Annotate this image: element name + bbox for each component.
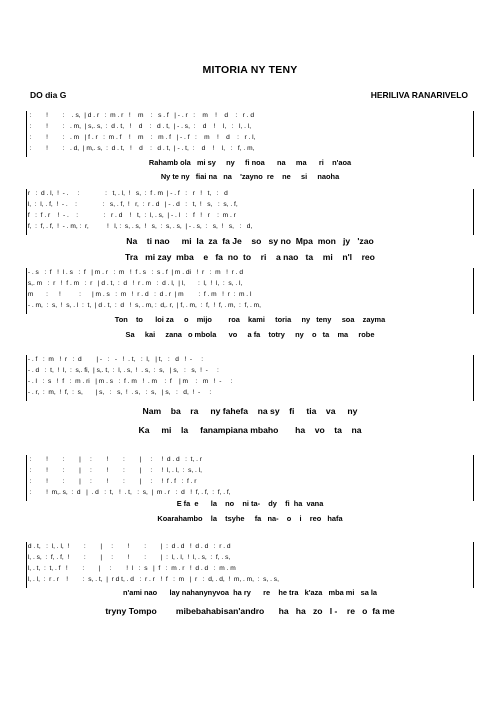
soprano-line: : ! : | : ! : | : ! d . d : t, . r bbox=[26, 456, 202, 463]
music-system-6 bbox=[26, 542, 474, 637]
tenor-line: : ! : | : ! : | : ! f . f : f . r bbox=[26, 478, 197, 485]
alto-line: - . d : t, ! l, : s,. fi, | s,. t, : l, . s, ! . s, : s, | s, : s, ! - : bbox=[26, 367, 219, 374]
bass-line: : ! m,. s, : d | . d : t, ! . t, : s, | m . r : d ! f, . f, : f, . f, bbox=[26, 489, 231, 496]
lyric-line-1: Na ti nao mi la za fa Je so sy no Mpa mon jy 'zao bbox=[126, 236, 374, 246]
music-system-5 bbox=[26, 455, 474, 525]
tenor-line: - . l : s ! f : m . ri | m . s : f . m ! . m : f | m : m ! - : bbox=[26, 378, 233, 385]
song-title: MITORIA NY TENY bbox=[202, 64, 298, 76]
lyric-line-2: Ny te ny fiai na na 'zayno re ne si naoha bbox=[160, 172, 340, 181]
lyric-line-1: n'ami nao lay nahanynyvoa ha ry re he tra k'aza mba mi sa la bbox=[122, 588, 378, 597]
bass-line: - . m, : s, ! s, . l : t, | d . t, : d ! s, . m, : d,. r, | f, . m, : f, ! f, . m, : f, . m, bbox=[26, 302, 261, 309]
music-system-4 bbox=[26, 355, 474, 440]
alto-line: l, : l, . f, ! - . : : s, . f, ! r, : r . d | - . d : t, ! s, : s, . f, bbox=[26, 201, 238, 208]
lyric-line-2: Ka mi la fanampiana mbaho ha vo ta na bbox=[138, 425, 362, 435]
alto-line: s,. m : r ! f . m : r | d . t, : d ! r . m : d . l, | l, : l, ! l, : s, . l, bbox=[26, 280, 243, 287]
tenor-line: : ! : . m | f . r : m . f ! m : m . f | - . f : m ! d : r . l, bbox=[26, 134, 256, 141]
soprano-line: - . s : f ! l . s : f | m . r : m ! f . s : s . f | m . di ! r : m ! r . d bbox=[26, 269, 244, 276]
lyric-line-2: Koarahambo la tsyhe fa na- o i reo hafa bbox=[157, 514, 343, 523]
bass-line: - . r, : m, ! f, : s, | s, : s, ! . s, : s, | s, : d, ! - : bbox=[26, 389, 212, 396]
soprano-line: d . t, : l, . l, ! : | : ! : | : d . d ! d . d : r . d bbox=[26, 543, 231, 550]
lyric-line-1: Nam ba ra ny fahefa na sy fi tia va ny bbox=[142, 406, 358, 416]
alto-line: : ! : | : ! : | : ! l, . l, : s, . l, bbox=[26, 467, 202, 474]
lyric-line-1: Ton to loi za o mijo roa kami toria ny teny soa zayma bbox=[114, 315, 386, 324]
tenor-line: m : ! : | m . s : m ! r . d : d . r | m : f . m ! r : m . l bbox=[26, 291, 252, 298]
composer-name: HERILIVA RANARIVELO bbox=[370, 90, 468, 100]
soprano-line: : ! : . s, | d . r : m . r ! m : s . f | - . r : m ! d : r . d bbox=[26, 112, 255, 119]
music-system-2 bbox=[26, 189, 474, 269]
lyric-line-2: Tra mi zay mba e fa no to ri a nao ta mi n'l reo bbox=[125, 252, 375, 262]
tenor-line: f : f . r ! - . : : r . d ! t, : l, . s, | - . l : f ! r : m . r bbox=[26, 212, 236, 219]
lyric-line-1: Rahamb ola mi sy ny fi noa na ma ri n'aoa bbox=[148, 158, 352, 167]
bass-line: : ! : . d, | m,. s, : d . t, ! d : d . t, | - . t, : d ! l, : f, . m, bbox=[26, 145, 255, 152]
alto-line: l, . s, : f, . f, ! : | : ! : | : l, . l, ! l, . s, : f, . s, bbox=[26, 554, 231, 561]
music-system-1 bbox=[26, 111, 474, 183]
bass-line: l, . l, : r . r ! : s, . t, | r d t, . d : r . r ! f : m | r : d, . d, ! m, . m, : s, . s, bbox=[26, 576, 279, 583]
lyric-line-2: Sa kai zana o mbola vo a fa totry ny o ta ma robe bbox=[125, 330, 375, 339]
lyric-line-2: tryny Tompo mibebahabisan'andro ha ha zo l - re o fa me bbox=[105, 606, 395, 616]
soprano-line: r : d . l, ! - . : : t, . l, ! s, : f . m | - . f : r ! t, : d bbox=[26, 190, 228, 197]
lyric-line-1: E fa e la no ni ta- dy fi ha vana bbox=[176, 499, 324, 508]
bass-line: f, : f, . f, ! - . m, : r, ! l, : s, . s, ! s, : s, . s, | - . s, : s, ! s, : d, bbox=[26, 223, 253, 230]
soprano-line: - . f : m ! r : d | - : - ! . t, : l, | t, : d ! - : bbox=[26, 356, 204, 363]
tenor-line: l, . t, : t, . f ! : | : ! l : s | f : m . r ! d . d : m . m bbox=[26, 565, 236, 572]
alto-line: : ! : . m, | s,. s, : d . t, ! d : d . t, | - . s, : d ! l, : l, . l, bbox=[26, 123, 252, 130]
key-signature: DO dia G bbox=[30, 90, 67, 100]
music-system-3 bbox=[26, 268, 474, 346]
